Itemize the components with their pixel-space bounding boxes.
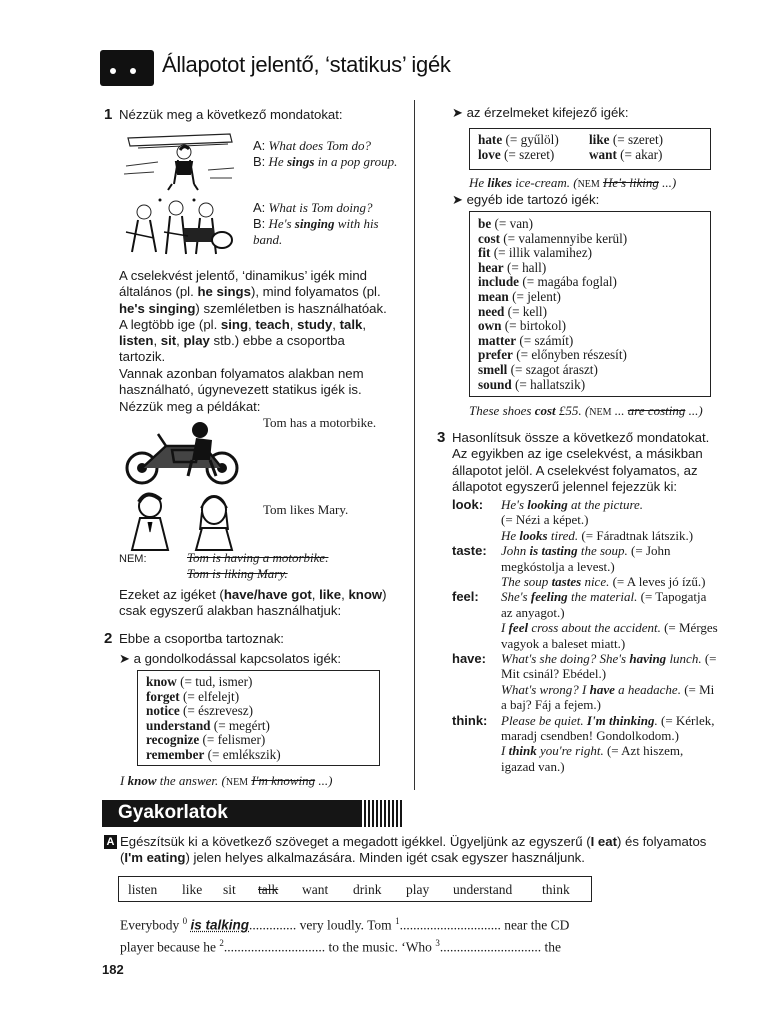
task-text: ) és folyamatos	[616, 834, 707, 849]
dialog-1-b-text1: He	[268, 154, 287, 169]
para-1-bold: sit	[160, 333, 177, 349]
verb: like	[589, 132, 610, 147]
comparison-line	[501, 743, 683, 758]
comparison-translation: (= Tapogatja	[637, 589, 707, 605]
meaning: (= előnyben részesít)	[512, 347, 627, 363]
verb: cost	[478, 230, 500, 246]
comparison-italic: cross about the accident.	[528, 620, 661, 636]
verb: love	[478, 146, 501, 162]
dialog-1-b-label: B:	[253, 154, 266, 169]
chapter-number-badge	[100, 50, 154, 86]
meaning: (= magába foglal)	[519, 274, 617, 290]
section-1-number: 1	[104, 106, 113, 123]
word-bank-item: understand	[453, 882, 513, 897]
comparison-italic: the material.	[567, 589, 638, 605]
comparison-line	[501, 728, 679, 743]
comparison-italic: nice.	[581, 574, 610, 589]
ex-text: He	[469, 175, 488, 190]
verb: recognize	[146, 732, 200, 748]
section-3-number: 3	[437, 429, 446, 446]
comparison-italic: you're right.	[536, 743, 604, 759]
dialog-1-b-verb: sings	[286, 154, 315, 169]
para-1-text: ,	[248, 316, 256, 332]
example-mary: Tom likes Mary.	[263, 502, 349, 517]
dialog-1-a-text: What does Tom do?	[268, 138, 371, 153]
comparison-line	[501, 682, 714, 697]
comparison-verb-label: have:	[452, 651, 486, 666]
arrow-icon: ➤	[452, 192, 463, 207]
comparison-italic: a headache.	[614, 681, 681, 697]
arrow-icon: ➤	[452, 105, 463, 120]
word-bank-item-used: talk	[258, 882, 279, 897]
ex-nem: NEM	[589, 407, 612, 418]
comparison-line	[501, 697, 601, 712]
verb: matter	[478, 332, 517, 348]
dialog-2-b-text2: with his band.	[253, 216, 379, 247]
exercise-text: .............. very loudly. Tom	[249, 917, 396, 933]
para-3-bold: have/have got	[223, 587, 312, 602]
exercise-gap[interactable]: .............................. the	[439, 939, 561, 955]
gap-number: 3	[435, 938, 440, 948]
word-bank-item: play	[406, 882, 430, 897]
page-number: 182	[102, 962, 124, 977]
bullet-emotions-text: az érzelmeket kifejező igék:	[466, 105, 629, 120]
verb: fit	[478, 245, 491, 261]
dialog-1-b-text2: in a pop group.	[314, 154, 398, 169]
exercise-gap[interactable]: .............................. to the music. ‘Who	[223, 939, 436, 955]
comparison-verb-label: think:	[452, 712, 488, 728]
dialog-2-b-label: B:	[253, 216, 266, 231]
meaning: (= birtokol)	[501, 318, 567, 334]
comparison-bold-verb: have	[589, 681, 615, 697]
section-1-para-3	[119, 587, 411, 620]
para-1-line-1: A cselekvést jelentő, ‘dinamikus’ igék mind	[119, 268, 367, 283]
ex-text: ...)	[685, 403, 703, 418]
comparison-italic: I	[501, 620, 509, 636]
example-motorbike: Tom has a motorbike.	[263, 415, 377, 430]
example-likes	[469, 175, 676, 193]
page-title: Állapotot jelentő, ‘statikus’ igék	[162, 52, 451, 77]
meaning: (= tud, ismer)	[176, 674, 253, 689]
para-1-text: általános (pl.	[119, 284, 198, 300]
example-know	[120, 773, 332, 791]
comparison-line	[501, 759, 565, 774]
verb: forget	[146, 688, 180, 704]
para-1-bold: teach	[255, 316, 290, 332]
band-illustration	[124, 196, 236, 262]
ex-struck: are costing	[627, 403, 686, 418]
comparison-translation: (= A leves jó ízű.)	[609, 574, 706, 589]
ex-bold: cost	[534, 403, 556, 418]
comparison-verb-label: look:	[452, 497, 484, 512]
bullet-other	[452, 192, 599, 208]
para-1-text: A legtöbb ige (pl.	[119, 316, 221, 332]
thinking-verbs-box	[137, 670, 380, 766]
section-1-intro: Nézzük meg a következő mondatokat:	[119, 107, 343, 122]
meaning: (= szagot áraszt)	[507, 361, 598, 377]
verb: notice	[146, 703, 180, 719]
verb: want	[589, 146, 617, 162]
meaning: (= hallatszik)	[511, 376, 586, 392]
comparison-translation: maradj csendben! Gondolkodom.)	[501, 728, 679, 743]
gap-number: 2	[219, 938, 224, 948]
other-verbs-box	[469, 211, 711, 397]
para-1-bold: play	[183, 333, 210, 349]
comparison-translation: (= Mérges	[660, 620, 718, 636]
meaning: (= megért)	[210, 717, 270, 733]
comparison-translation: Mit csinál? Ebédel.)	[501, 666, 607, 682]
example-cost	[469, 403, 703, 421]
singer-illustration	[118, 126, 238, 192]
intro-line: Hasonlítsuk össze a következő mondatokat.	[452, 430, 710, 445]
verb: know	[146, 674, 177, 689]
para-1-line-6: tartozik.	[119, 349, 166, 365]
word-bank-item: listen	[128, 882, 158, 897]
comparison-bold-verb: having	[629, 651, 667, 666]
comparison-translation: vagyok a baleset miatt.)	[501, 635, 626, 651]
task-a-instructions	[120, 834, 760, 867]
para-3-text: Ezeket az igéket (	[119, 587, 224, 602]
word-bank	[118, 876, 592, 902]
ex-struck: I'm knowing	[251, 773, 316, 788]
verb: hate	[478, 132, 503, 147]
comparison-line	[501, 559, 615, 574]
dialog-1	[253, 138, 403, 170]
comparison-translation: az anyagot.)	[501, 604, 565, 620]
meaning: (= illik valamihez)	[490, 245, 592, 261]
gap-number: 0	[182, 916, 188, 926]
comparison-bold-verb: think	[508, 743, 537, 759]
meaning: (= észrevesz)	[179, 703, 254, 719]
exercises-heading: Gyakorlatok	[118, 802, 228, 823]
comparison-line	[501, 574, 706, 589]
ex-nem: NEM	[577, 179, 600, 190]
meaning: (= hall)	[503, 259, 547, 275]
task-text: ) jelen helyes alkalmazására. Minden igét csak egyszer használjunk.	[185, 850, 585, 866]
comparison-translation: igazad van.)	[501, 758, 565, 774]
meaning: (= van)	[491, 216, 534, 231]
para-1-text: ,	[153, 333, 161, 349]
para-3-text: ,	[311, 587, 320, 602]
verb: include	[478, 274, 520, 290]
para-1-text: ,	[362, 316, 367, 332]
column-divider	[414, 100, 415, 790]
verb: own	[478, 318, 502, 334]
para-2-line: Vannak azonban folyamatos alakban nem	[119, 366, 364, 381]
emotion-verbs-box	[469, 128, 711, 170]
comparison-line	[501, 666, 606, 681]
para-1-text: ) szemléletben is használhatóak.	[195, 300, 387, 316]
verb: understand	[146, 717, 211, 733]
meaning: (= emlékszik)	[204, 746, 281, 762]
comparison-line	[501, 528, 693, 543]
exercise-gap[interactable]: .............................. near the CD	[399, 917, 570, 933]
comparison-translation: (= Kérlek,	[657, 712, 715, 728]
para-1-text: ,	[332, 316, 340, 332]
bullet-other-text: egyéb ide tartozó igék:	[466, 192, 600, 207]
task-bold: I eat	[590, 834, 617, 849]
task-text: (	[120, 850, 125, 866]
meaning: (= kell)	[504, 303, 547, 319]
para-3-bold: like	[319, 587, 342, 602]
meaning: (= valamennyibe kerül)	[499, 230, 628, 246]
task-a-badge: A	[104, 835, 117, 849]
bullet-emotions	[452, 105, 629, 121]
para-1-text: ,	[289, 316, 298, 332]
heading-bar-fade	[360, 800, 404, 827]
meaning: (= gyűlöl)	[502, 132, 559, 147]
comparison-italic: What's wrong? I	[501, 681, 590, 697]
comparison-italic: He's	[501, 497, 528, 512]
task-text: Egészítsük ki a következő szöveget a megadott igékkel. Ügyeljünk az egyszerű (	[120, 834, 591, 849]
meaning: (= jelent)	[508, 288, 561, 304]
verb: mean	[478, 288, 509, 304]
arrow-icon: ➤	[119, 651, 130, 666]
meaning: (= számít)	[516, 332, 574, 348]
para-3-text: )	[382, 587, 387, 602]
comparison-line	[501, 651, 717, 666]
comparison-line	[501, 713, 715, 728]
comparison-italic: .	[654, 712, 658, 728]
comparison-bold-verb: feeling	[530, 589, 568, 605]
ex-text: £55. (	[555, 403, 590, 418]
section-1-para-2	[119, 366, 409, 415]
ex-text: ice-cream. (	[511, 175, 578, 190]
section-3-intro	[452, 430, 742, 495]
para-1-bold: talk	[339, 316, 363, 332]
bullet-thinking-text: a gondolkodással kapcsolatos igék:	[133, 651, 342, 666]
word-bank-item: sit	[223, 882, 236, 897]
comparison-verb-label: taste:	[452, 543, 487, 559]
word-bank-item: think	[542, 882, 570, 897]
ex-nem: NEM	[225, 777, 249, 788]
tom-mary-illustration	[128, 488, 240, 552]
comparison-translation: (=	[701, 651, 717, 666]
verb: hear	[478, 259, 504, 275]
intro-line: állapotot jelöl. A cselekvést folyamatos, az	[452, 462, 698, 478]
exercise-line-2	[120, 938, 561, 956]
comparison-bold-verb: tastes	[551, 574, 582, 589]
ex-text: ...)	[658, 175, 677, 190]
bullet-thinking	[119, 651, 341, 667]
meaning: (= felismer)	[199, 732, 266, 748]
meaning: (= szeret)	[500, 146, 555, 162]
comparison-bold-verb: feel	[508, 620, 529, 636]
intro-line: Az egyikben az ige cselekvést, a másikban	[452, 446, 703, 462]
comparison-italic: John	[501, 543, 530, 559]
meaning: (= akar)	[616, 146, 663, 162]
verb: sound	[478, 376, 512, 392]
ex-text: These shoes	[469, 403, 535, 418]
word-bank-item: drink	[353, 882, 382, 897]
comparison-line	[501, 543, 671, 558]
comparison-translation: (= Nézi a képet.)	[501, 512, 589, 528]
task-bold: I'm eating	[124, 850, 186, 866]
comparison-italic: I	[501, 743, 509, 759]
section-2-intro: Ebbe a csoportba tartoznak:	[119, 631, 284, 646]
comparison-bold-verb: is tasting	[529, 543, 578, 559]
comparison-line	[501, 636, 625, 651]
ex-text: the answer. (	[156, 773, 226, 788]
comparison-line	[501, 512, 588, 527]
para-3-bold: know	[348, 587, 383, 602]
para-1-bold: he sings	[197, 284, 251, 300]
verb: be	[478, 216, 492, 231]
ex-struck: He's liking	[603, 175, 659, 190]
para-1-bold: he's singing	[119, 300, 196, 316]
exercise-text: player because he	[120, 939, 220, 955]
comparison-line	[501, 605, 565, 620]
verb: prefer	[478, 347, 513, 363]
comparison-translation: a baj? Fáj a fejem.)	[501, 697, 601, 713]
nem-example-2: Tom is liking Mary.	[187, 566, 288, 581]
comparison-verb-label: feel:	[452, 589, 479, 605]
comparison-bold-verb: I'm thinking	[586, 712, 655, 728]
comparison-italic: What's she doing? She's	[501, 651, 630, 666]
comparison-italic: He	[501, 527, 520, 543]
comparison-translation: (= Mi	[680, 681, 715, 697]
dialog-2-a-text: What is Tom doing?	[268, 200, 373, 215]
dialog-2-a-label: A:	[253, 200, 266, 215]
intro-line: állapotot egyszerű jelennel fejezzük ki:	[452, 478, 678, 494]
comparison-italic: the soup.	[577, 543, 628, 559]
exercise-line-1	[120, 916, 569, 934]
meaning: (= elfelejt)	[179, 688, 240, 704]
comparison-bold-verb: looking	[527, 497, 568, 512]
comparison-translation: (= John	[627, 543, 671, 559]
comparison-line	[501, 620, 718, 635]
ex-bold: know	[127, 773, 157, 788]
comparison-translation: megkóstolja a levest.)	[501, 558, 615, 574]
comparison-translation: (= Fáradtnak látszik.)	[578, 527, 694, 543]
exercise-text: Everybody	[120, 917, 183, 933]
comparison-line	[501, 497, 643, 512]
section-1-para-1	[119, 268, 409, 366]
comparison-italic: The soup	[501, 574, 552, 589]
nem-label: NEM:	[119, 553, 147, 565]
dialog-2	[253, 200, 403, 248]
para-3-line-2: csak egyszerű alakban használhatjuk:	[119, 603, 342, 619]
para-1-bold: sing	[220, 316, 249, 332]
verb: need	[478, 303, 505, 319]
para-2-line: Nézzük meg a példákat:	[119, 398, 261, 414]
para-1-bold: study	[297, 316, 333, 332]
dialog-2-b-text1: He's	[268, 216, 295, 231]
section-2-number: 2	[104, 630, 113, 647]
comparison-italic: lunch.	[666, 651, 702, 666]
comparison-italic: She's	[501, 589, 531, 605]
verb: smell	[478, 361, 508, 377]
para-3-text: ,	[341, 587, 349, 602]
gap-number: 1	[395, 916, 400, 926]
para-1-text: ,	[176, 333, 184, 349]
word-bank-item: want	[302, 882, 329, 897]
para-1-bold: listen	[119, 333, 154, 349]
para-1-text: ), mind folyamatos (pl.	[250, 284, 381, 300]
ex-text: ...	[611, 403, 628, 418]
comparison-bold-verb: looks	[519, 527, 548, 543]
para-1-text: stb.) ebbe a csoportba	[209, 333, 345, 349]
dialog-1-a-label: A:	[253, 138, 266, 153]
ex-text: I	[120, 773, 128, 788]
meaning: (= szeret)	[609, 132, 664, 147]
comparison-italic: at the picture.	[567, 497, 644, 512]
comparison-italic: Please be quiet.	[501, 712, 587, 728]
word-bank-item: like	[182, 882, 203, 897]
para-2-line: használható, úgynevezett statikus igék is.	[119, 382, 362, 398]
comparison-italic: tired.	[547, 527, 579, 543]
verb: remember	[146, 746, 205, 762]
comparison-translation: (= Azt hiszem,	[603, 743, 684, 759]
ex-text: ...)	[315, 773, 333, 788]
comparison-line	[501, 589, 706, 604]
nem-example-1: Tom is having a motorbike.	[187, 550, 329, 565]
dialog-2-b-verb: singing	[294, 216, 335, 231]
ex-bold: likes	[487, 175, 512, 190]
motorbike-illustration	[118, 420, 250, 486]
example-answer: is talking	[190, 917, 249, 933]
